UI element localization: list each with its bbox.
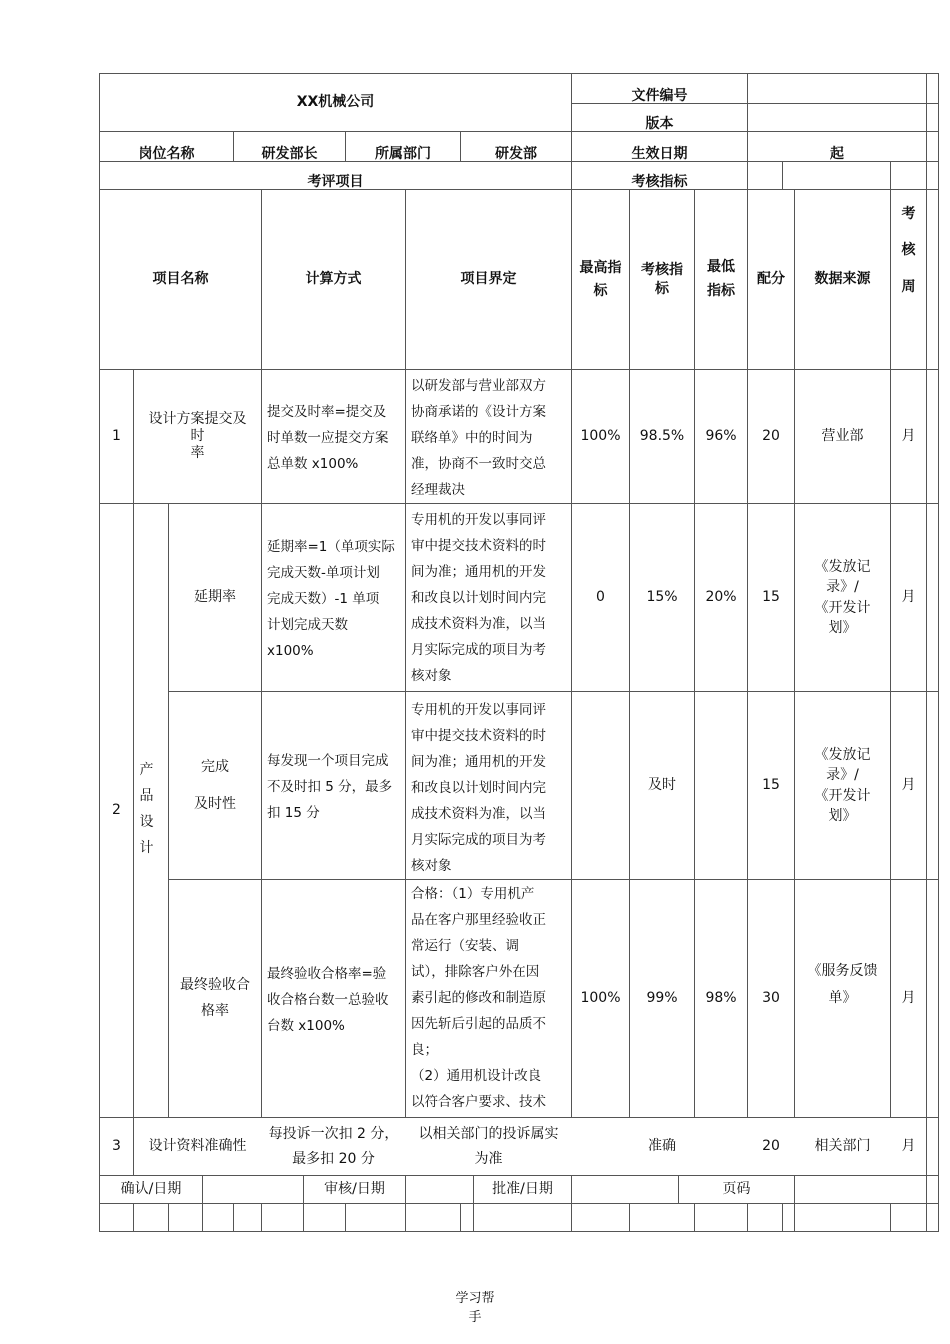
row-no: 1	[112, 428, 121, 445]
min-index: 96%	[705, 428, 737, 445]
min-index	[695, 1118, 747, 1175]
target-index: 99%	[646, 990, 678, 1007]
item-definition: 以相关部门的投诉属实 为准	[418, 1126, 559, 1167]
max-index	[572, 1118, 629, 1175]
item-definition: 专用机的开发以事同评 审中提交技术资料的时 间为准；通用机的开发 和改良以计划时间内完 成技术资料为准，以当 月实际完成的项目为考 核对象	[411, 512, 546, 684]
item-name: 设计资料准确性	[148, 1138, 247, 1155]
item-definition: 合格：（1）专用机产 品在客户那里经验收正 常运行（安装、调 试），排除客户外在因 素引起的修改和制造原 因先斩后引起的品质不 良； （2）通用机设计改良 以符合客户要求、技术	[411, 886, 546, 1110]
version-label: 版本	[645, 115, 674, 132]
col-min-index: 最低 指标	[707, 258, 735, 299]
calc-method: 提交及时率=提交及 时单数一应提交方案 总单数 x100%	[267, 404, 389, 472]
cycle: 月	[901, 1138, 916, 1155]
calc-method: 每发现一个项目完成 不及时扣 5 分，最多 扣 15 分	[267, 753, 393, 821]
col-cycle: 考 核 周	[901, 206, 916, 295]
post-name-value: 研发部长	[261, 145, 318, 162]
min-index: 20%	[705, 589, 737, 606]
data-source: 《发放记 录》/ 《开发计 划》	[814, 558, 871, 636]
doc-no-label: 文件编号	[631, 87, 688, 104]
item-name: 最终验收合 格率	[180, 977, 250, 1019]
data-source: 《发放记 录》/ 《开发计 划》	[814, 746, 871, 824]
eval-items-label: 考评项目	[307, 173, 364, 190]
col-item-name: 项目名称	[152, 271, 209, 288]
col-score: 配分	[757, 271, 785, 288]
target-index: 98.5%	[639, 428, 685, 445]
calc-method: 延期率=1（单项实际 完成天数-单项计划 完成天数）-1 单项 计划完成天数 x100%	[267, 539, 395, 659]
col-max-index: 最高指 标	[579, 260, 622, 299]
page-footer-text: 学习帮 手	[455, 1290, 495, 1325]
page-number-label: 页码	[722, 1181, 751, 1198]
score: 15	[762, 777, 780, 794]
target-index: 及时	[648, 777, 676, 794]
col-definition: 项目界定	[460, 271, 517, 288]
effective-date-value: 起	[830, 145, 844, 162]
eval-index-label: 考核指标	[631, 173, 688, 190]
data-source: 相关部门	[814, 1138, 871, 1155]
cycle: 月	[901, 589, 916, 606]
cycle: 月	[901, 777, 916, 794]
cycle: 月	[901, 428, 916, 445]
approve-date-label: 批准/日期	[492, 1181, 553, 1198]
calc-method: 最终验收合格率=验 收合格台数一总验收 台数 x100%	[267, 966, 389, 1034]
calc-method: 每投诉一次扣 2 分， 最多扣 20 分	[268, 1126, 399, 1167]
score: 30	[762, 990, 780, 1007]
score: 20	[762, 428, 780, 445]
group-label: 产 品 设 计	[139, 762, 154, 856]
max-index	[572, 692, 629, 879]
data-source: 《服务反馈 单》	[807, 962, 878, 1006]
row-no: 3	[112, 1138, 121, 1155]
target-index: 准确	[648, 1138, 676, 1155]
min-index: 98%	[705, 990, 737, 1007]
max-index: 0	[596, 589, 605, 606]
target-index: 15%	[646, 589, 678, 606]
item-name: 延期率	[194, 589, 236, 606]
item-definition: 以研发部与营业部双方 协商承诺的《设计方案 联络单》中的时间为 准，协商不一致时交总 经理裁决	[411, 378, 546, 498]
row-no: 2	[112, 802, 121, 819]
review-date-label: 审核/日期	[324, 1181, 385, 1198]
col-data-source: 数据来源	[814, 271, 871, 288]
col-target-index: 考核指 标	[641, 261, 683, 297]
item-definition: 专用机的开发以事同评 审中提交技术资料的时 间为准；通用机的开发 和改良以计划时间内完 成技术资料为准，以当 月实际完成的项目为考 核对象	[411, 702, 546, 874]
effective-date-label: 生效日期	[631, 145, 688, 162]
score: 15	[762, 589, 780, 606]
confirm-date-label: 确认/日期	[120, 1181, 182, 1198]
dept-value: 研发部	[495, 145, 537, 162]
score: 20	[762, 1138, 780, 1155]
item-name: 完成 及时性	[194, 759, 236, 812]
company-name: XX机械公司	[296, 94, 375, 111]
dept-label: 所属部门	[375, 145, 431, 162]
max-index: 100%	[580, 428, 621, 445]
max-index: 100%	[580, 990, 621, 1007]
data-source: 营业部	[821, 428, 864, 445]
col-calc-method: 计算方式	[305, 271, 362, 288]
min-index	[695, 692, 747, 879]
cycle: 月	[901, 990, 916, 1007]
post-name-label: 岗位名称	[138, 145, 195, 162]
item-name: 设计方案提交及 时 率	[148, 411, 247, 461]
